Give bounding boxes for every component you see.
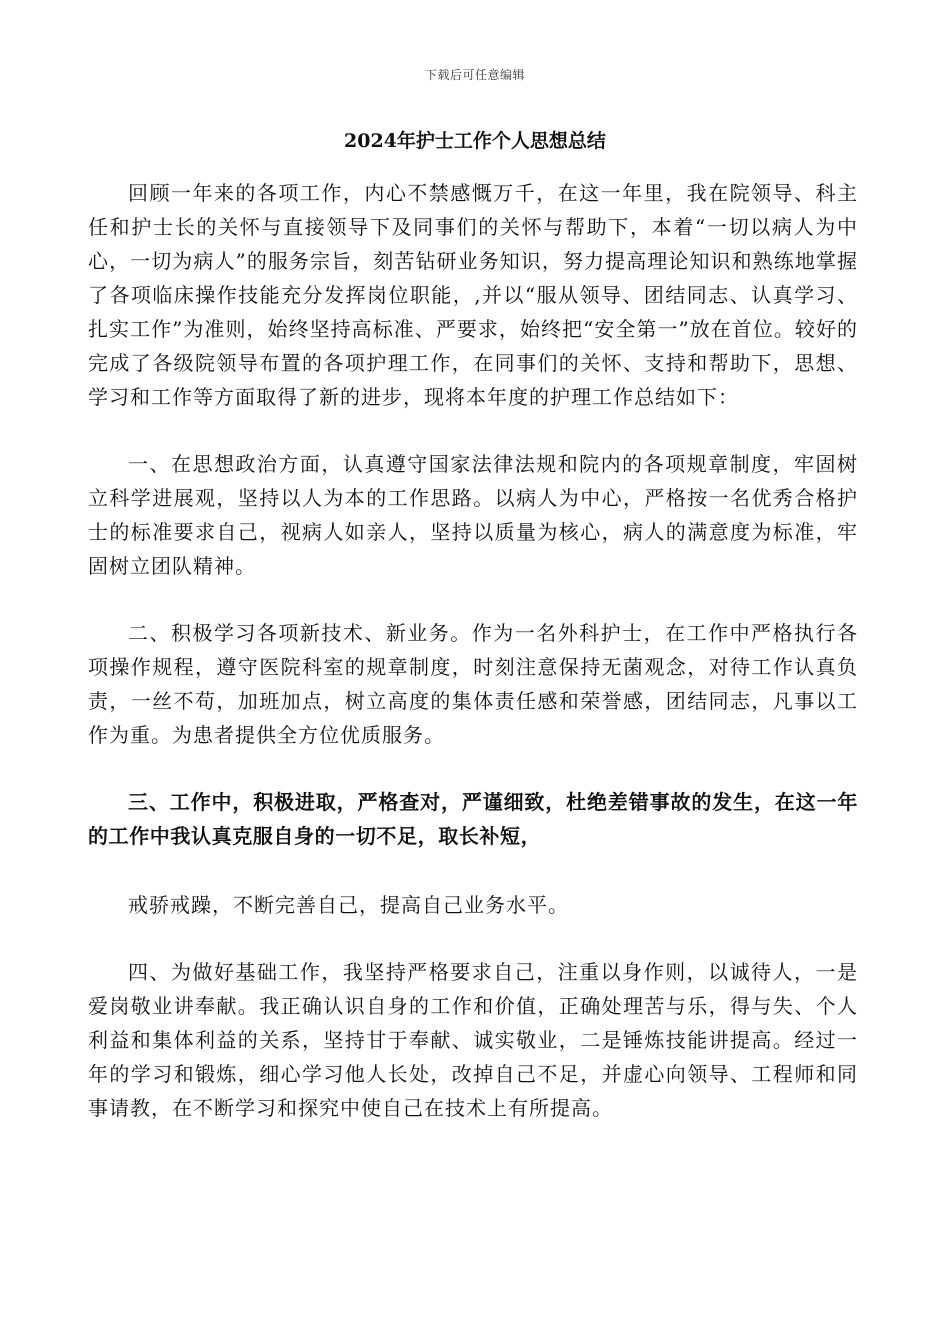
document-title: 2024年护士工作个人思想总结 — [344, 130, 606, 152]
header-note: 下载后可任意编辑 — [424, 68, 525, 82]
paragraph-section-4: 四、为做好基础工作，我坚持严格要求自己，注重以身作则，以诚待人，一是爱岗敬业讲奉献。我正确认识自身的工作和价值，正确处理苦与乐，得与失、个人利益和集体利益的关系，坚持甘于奉献、诚实敬业，二是锤炼技能讲提高。经过一年的学习和锻炼，细心学习他人长处，改掉自己不足，并虚心向领导、工程师和同事请教，在不断学习和探究中使自己在技术上有所提高。 — [88, 960, 858, 1120]
paragraph-section-3-body: 戒骄戒躁，不断完善自己，提高自己业务水平。 — [128, 893, 569, 917]
paragraph-section-2: 二、积极学习各项新技术、新业务。作为一名外科护士，在工作中严格执行各项操作规程，遵守医院科室的规章制度，时刻注意保持无菌观念，对待工作认真负责，一丝不苟，加班加点，树立高度的集体责任感和荣誉感，团结同志，凡事以工作为重。为患者提供全方位优质服务。 — [88, 621, 858, 747]
paragraph-section-3-heading: 三、工作中，积极进取，严格查对，严谨细致，杜绝差错事故的发生，在这一年的工作中我认真克服自身的一切不足，取长补短， — [88, 790, 858, 848]
paragraph-intro: 回顾一年来的各项工作，内心不禁感慨万千，在这一年里，我在院领导、科主任和护士长的关怀与直接领导下及同事们的关怀与帮助下，本着“一切以病人为中心，一切为病人”的服务宗旨，刻苦钻研业务知识，努力提高理论知识和熟练地掌握了各项临床操作技能充分发挥岗位职能，,并以“服从领导、团结同志、认真学习、扎实工作”为准则，始终坚持高标准、严要求，始终把“安全第一”放在首位。较好的完成了各级院领导布置的各项护理工作，在同事们的关怀、支持和帮助下，思想、学习和工作等方面取得了新的进步，现将本年度的护理工作总结如下： — [88, 181, 858, 409]
paragraph-section-1: 一、在思想政治方面，认真遵守国家法律法规和院内的各项规章制度，牢固树立科学进展观，坚持以人为本的工作思路。以病人为中心，严格按一名优秀合格护士的标准要求自己，视病人如亲人，坚持以质量为核心，病人的满意度为标准，牢固树立团队精神。 — [88, 452, 858, 578]
document-body — [88, 160, 858, 1125]
